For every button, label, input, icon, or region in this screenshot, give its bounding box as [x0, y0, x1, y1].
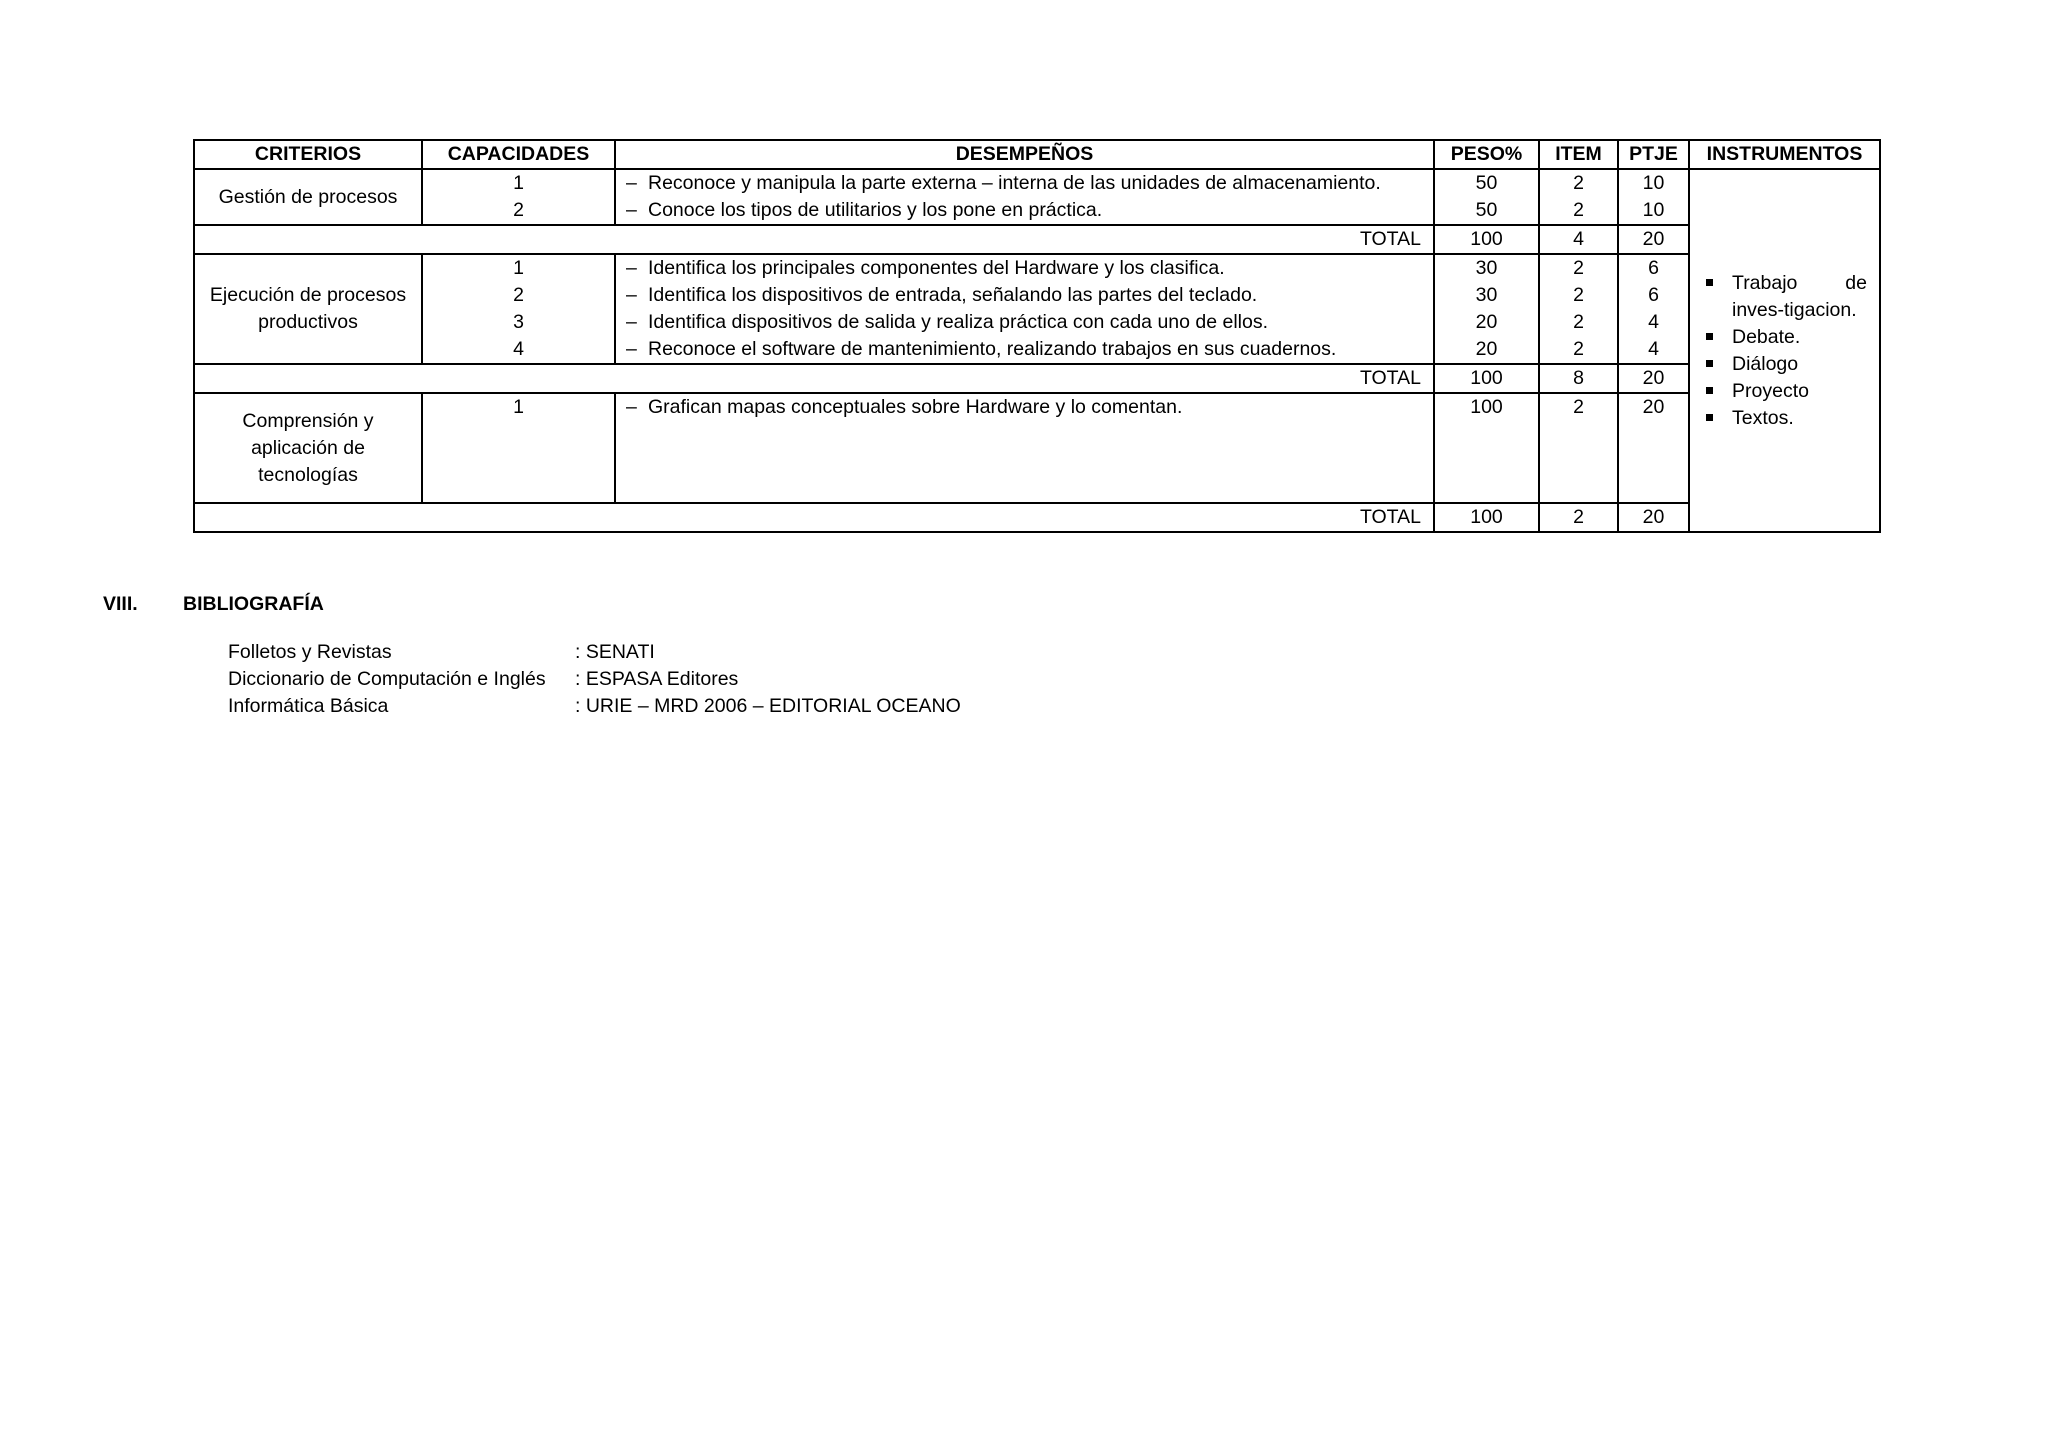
total-peso: 100	[1434, 225, 1539, 254]
capacidad-value: 2	[513, 284, 524, 306]
peso-value: 50	[1475, 199, 1498, 221]
instrumentos-list	[1698, 270, 1867, 432]
peso-value: 50	[1475, 172, 1498, 194]
peso-value: 30	[1475, 284, 1498, 306]
capacidad-value: 1	[513, 172, 524, 194]
peso-cell	[1434, 393, 1539, 503]
item-cell	[1539, 169, 1618, 225]
ptje-value: 20	[1642, 396, 1665, 418]
ptje-value: 6	[1648, 257, 1659, 279]
total-peso: 100	[1434, 364, 1539, 393]
capacidad-value: 3	[513, 311, 524, 333]
header-desempenos: DESEMPEÑOS	[615, 140, 1434, 169]
item-value: 2	[1573, 172, 1584, 194]
item-value: 2	[1573, 311, 1584, 333]
dash-marker: –	[626, 311, 637, 333]
table-row	[194, 254, 1880, 364]
header-item: ITEM	[1539, 140, 1618, 169]
header-ptje: PTJE	[1618, 140, 1689, 169]
desempenos-cell	[615, 254, 1434, 364]
total-item: 4	[1539, 225, 1618, 254]
capacidades-cell	[422, 393, 615, 503]
peso-value: 30	[1475, 257, 1498, 279]
desempeno-text: Grafican mapas conceptuales sobre Hardware y lo comentan.	[648, 396, 1183, 418]
dash-marker: –	[626, 199, 637, 221]
desempeno-text: Identifica los principales componentes del Hardware y los clasifica.	[648, 257, 1225, 279]
section-title: BIBLIOGRAFÍA	[183, 593, 324, 615]
item-value: 2	[1573, 338, 1584, 360]
bib-value: : SENATI	[575, 641, 655, 663]
instrumento-text: Trabajo	[1732, 271, 1798, 294]
ptje-value: 10	[1642, 199, 1665, 221]
criterio-line: Ejecución de procesos	[209, 284, 407, 306]
total-peso: 100	[1434, 503, 1539, 532]
bibliography-list	[228, 639, 961, 720]
total-label: TOTAL	[194, 225, 1434, 254]
desempeno-line	[626, 197, 1423, 224]
ptje-cell	[1618, 169, 1689, 225]
desempeno-line	[626, 282, 1423, 309]
criterio-cell: Gestión de procesos	[194, 169, 422, 225]
total-ptje: 20	[1618, 364, 1689, 393]
instrumento-item	[1702, 270, 1867, 324]
bib-name: Informática Básica	[228, 695, 389, 717]
capacidad-value: 1	[513, 396, 524, 418]
desempeno-line	[626, 170, 1423, 197]
ptje-value: 4	[1648, 338, 1659, 360]
peso-value: 20	[1475, 338, 1498, 360]
dash-marker: –	[626, 257, 637, 279]
bib-value: : ESPASA Editores	[575, 668, 739, 690]
list-item	[228, 666, 961, 693]
desempeno-text: Reconoce el software de mantenimiento, realizando trabajos en sus cuadernos.	[648, 338, 1337, 360]
desempeno-text: Identifica dispositivos de salida y realiza práctica con cada uno de ellos.	[648, 311, 1269, 333]
ptje-value: 10	[1642, 172, 1665, 194]
total-row	[194, 503, 1880, 532]
capacidad-value: 4	[513, 338, 524, 360]
item-value: 2	[1573, 284, 1584, 306]
peso-cell	[1434, 254, 1539, 364]
desempeno-line	[626, 394, 1423, 421]
capacidad-value: 2	[513, 199, 524, 221]
dash-marker: –	[626, 338, 637, 360]
capacidades-cell	[422, 254, 615, 364]
capacidad-value: 1	[513, 257, 524, 279]
desempeno-text: Reconoce y manipula la parte externa – interna de las unidades de almacenamiento.	[648, 172, 1381, 194]
dash-marker: –	[626, 172, 637, 194]
instrumento-item: Debate.	[1702, 324, 1867, 351]
table-header-row	[194, 140, 1880, 169]
total-row	[194, 225, 1880, 254]
criterio-line: aplicación de	[251, 436, 365, 459]
instrumento-item: Textos.	[1702, 405, 1867, 432]
instrumento-item: Proyecto	[1702, 378, 1867, 405]
desempeno-line	[626, 309, 1423, 336]
total-row	[194, 364, 1880, 393]
instrumentos-cell	[1689, 169, 1880, 532]
instrumento-text: de	[1845, 271, 1867, 294]
peso-value: 100	[1470, 396, 1503, 418]
total-item: 8	[1539, 364, 1618, 393]
item-value: 2	[1573, 396, 1584, 418]
desempenos-cell	[615, 169, 1434, 225]
instrumento-item: Diálogo	[1702, 351, 1867, 378]
total-ptje: 20	[1618, 503, 1689, 532]
section-number: VIII.	[103, 593, 138, 615]
ptje-value: 6	[1648, 284, 1659, 306]
table-row	[194, 393, 1880, 503]
header-instrumentos: INSTRUMENTOS	[1689, 140, 1880, 169]
desempeno-text: Conoce los tipos de utilitarios y los pone en práctica.	[648, 199, 1103, 221]
instrumento-text: inves-tigacion.	[1732, 298, 1857, 321]
ptje-cell	[1618, 393, 1689, 503]
ptje-value: 4	[1648, 311, 1659, 333]
header-peso: PESO%	[1434, 140, 1539, 169]
total-label: TOTAL	[194, 364, 1434, 393]
evaluation-table	[193, 139, 1881, 533]
bib-value: : URIE – MRD 2006 – EDITORIAL OCEANO	[575, 695, 961, 717]
section-heading	[103, 591, 324, 618]
bib-name: Diccionario de Computación e Inglés	[228, 668, 546, 690]
total-ptje: 20	[1618, 225, 1689, 254]
peso-cell	[1434, 169, 1539, 225]
header-capacidades: CAPACIDADES	[422, 140, 615, 169]
list-item	[228, 693, 961, 720]
dash-marker: –	[626, 284, 637, 306]
desempeno-line	[626, 336, 1423, 363]
criterio-line: Comprensión y	[242, 409, 374, 432]
item-cell	[1539, 254, 1618, 364]
item-value: 2	[1573, 199, 1584, 221]
table-row	[194, 169, 1880, 225]
dash-marker: –	[626, 396, 637, 418]
criterio-cell	[194, 254, 422, 364]
desempeno-text: Identifica los dispositivos de entrada, señalando las partes del teclado.	[648, 284, 1258, 306]
item-value: 2	[1573, 257, 1584, 279]
criterio-line: productivos	[258, 311, 358, 333]
ptje-cell	[1618, 254, 1689, 364]
bib-name: Folletos y Revistas	[228, 641, 392, 663]
header-criterios: CRITERIOS	[194, 140, 422, 169]
list-item	[228, 639, 961, 666]
capacidades-cell	[422, 169, 615, 225]
desempenos-cell	[615, 393, 1434, 503]
criterio-line: tecnologías	[258, 463, 358, 486]
total-item: 2	[1539, 503, 1618, 532]
total-label: TOTAL	[194, 503, 1434, 532]
item-cell	[1539, 393, 1618, 503]
criterio-cell	[194, 393, 422, 503]
peso-value: 20	[1475, 311, 1498, 333]
desempeno-line	[626, 255, 1423, 282]
